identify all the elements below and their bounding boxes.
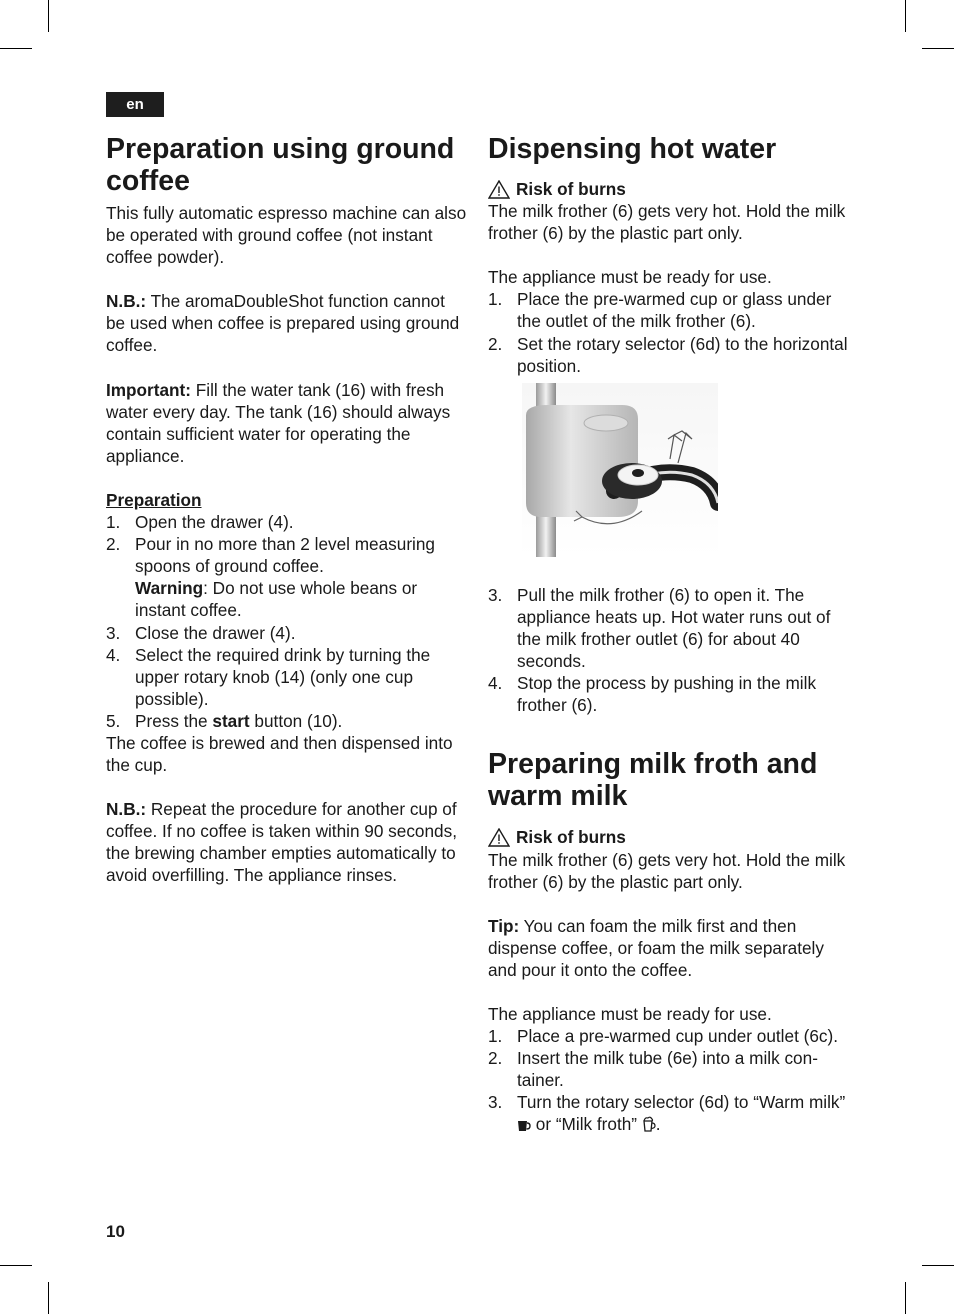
step-text: Set the rotary selector (6d) to the horizontal position.: [517, 333, 848, 376]
section-title-milk-froth: Preparing milk froth and warm milk: [488, 748, 818, 813]
start-keyword: start: [212, 710, 250, 731]
list-item: [106, 710, 468, 732]
step-text: Place a pre-warmed cup under outlet (6c).: [517, 1026, 838, 1047]
step-number: 2.: [106, 534, 121, 555]
warning-triangle-icon: [488, 828, 510, 847]
hot-water-steps-a: [488, 288, 853, 376]
risk-text: The milk frother (6) gets very hot. Hold the milk frother (6) by the plastic part only.: [488, 849, 846, 892]
step-number: 2.: [488, 333, 503, 354]
step-text-part: .: [655, 1114, 661, 1135]
language-tag: en: [106, 92, 164, 117]
section-title-ground-coffee: Preparation using ground coffee: [106, 133, 455, 197]
nb-note-2: [106, 798, 468, 886]
crop-mark: [922, 1265, 954, 1266]
left-column: [106, 133, 468, 887]
step-text: Close the drawer (4).: [135, 622, 296, 643]
step-number: 5.: [106, 710, 121, 731]
important-note: [106, 379, 468, 467]
step-number: 4.: [488, 673, 503, 694]
step-number: 1.: [488, 289, 503, 310]
tip-text: You can foam the milk first and then dispense coffee, or foam the milk separately and pour it onto the coffee.: [488, 915, 824, 980]
step-number: 4.: [106, 644, 121, 665]
step-text-part: or “Milk froth”: [531, 1114, 642, 1135]
crop-mark: [48, 1282, 49, 1314]
warm-milk-icon: [517, 1119, 531, 1132]
preparation-heading: Preparation: [106, 489, 202, 510]
step-text: [517, 1091, 853, 1135]
step-number: 3.: [106, 622, 121, 643]
crop-mark: [905, 1282, 906, 1314]
tip-label: Tip:: [488, 915, 520, 936]
list-item: [488, 1025, 853, 1047]
list-item: [106, 644, 468, 710]
preparation-steps: [106, 511, 468, 732]
step-number: 1.: [106, 512, 121, 533]
hot-water-steps-b: [488, 584, 853, 717]
page-number: 10: [106, 1222, 125, 1241]
step-text: Pull the milk frother (6) to open it. The appliance heats up. Hot water runs out of the milk frother outlet (6) for about 40 seconds.: [517, 584, 831, 672]
tip-note: [488, 915, 853, 981]
milk-frother-illustration: [522, 383, 718, 557]
nb-text: Repeat the procedure for another cup of coffee. If no coffee is taken within 90 seconds, the brewing chamber empties automatically to avoid overfilling. The appliance rinses.: [106, 799, 457, 886]
step-text: [135, 710, 468, 732]
section-title-hot-water: Dispensing hot water: [488, 133, 777, 165]
crop-mark: [905, 0, 906, 32]
milk-froth-icon: [642, 1116, 656, 1132]
step-text-after: button (10).: [249, 710, 343, 731]
list-item: [106, 533, 468, 621]
nb-text: The aromaDoubleShot function cannot be used when coffee is prepared using ground coffee.: [106, 291, 460, 356]
step-text: Stop the process by pushing in the milk frother (6).: [517, 673, 817, 716]
step-text-before: Press the: [135, 710, 213, 731]
risk-label: Risk of burns: [516, 179, 626, 199]
crop-mark: [922, 48, 954, 49]
risk-warning: [488, 826, 853, 848]
ready-text: The appliance must be ready for use.: [488, 1003, 772, 1024]
list-item: [106, 622, 468, 644]
crop-mark: [48, 0, 49, 32]
step-text-part: Turn the rotary selector (6d) to “Warm milk”: [517, 1092, 846, 1113]
nb-label: N.B.:: [106, 291, 147, 312]
list-item: [106, 511, 468, 533]
step-text: Select the required drink by turning the upper rotary knob (14) (only one cup possible).: [135, 644, 431, 709]
nb-note-1: [106, 290, 468, 356]
list-item: [488, 672, 853, 716]
ready-text: The appliance must be ready for use.: [488, 267, 772, 288]
list-item: [488, 1047, 853, 1091]
step-text: Place the pre-warmed cup or glass under the outlet of the milk frother (6).: [517, 289, 832, 332]
list-item: [488, 333, 853, 377]
step-text: [135, 533, 468, 621]
milk-froth-steps: [488, 1025, 853, 1135]
right-column: [488, 133, 853, 1136]
step-number: 3.: [488, 1092, 503, 1113]
important-label: Important:: [106, 379, 191, 400]
step-number: 3.: [488, 584, 503, 605]
result-text: The coffee is brewed and then dispensed into the cup.: [106, 732, 453, 776]
crop-mark: [0, 48, 32, 49]
list-item: [488, 1091, 853, 1135]
crop-mark: [0, 1265, 32, 1266]
warning-text: : Do not use whole beans or instant coffee.: [135, 578, 418, 621]
step-text: Insert the milk tube (6e) into a milk container.: [517, 1048, 818, 1091]
risk-text: The milk frother (6) gets very hot. Hold the milk frother (6) by the plastic part only.: [488, 201, 846, 244]
risk-label: Risk of burns: [516, 827, 626, 848]
step-text: Open the drawer (4).: [135, 512, 294, 533]
nb-label: N.B.:: [106, 799, 147, 820]
intro-text: This fully automatic espresso machine can also be operated with ground coffee (not instant coffee powder).: [106, 203, 467, 268]
risk-warning: [488, 178, 853, 200]
list-item: [488, 584, 853, 672]
warning-triangle-icon: [488, 180, 510, 199]
important-text: Fill the water tank (16) with fresh water every day. The tank (16) should always contain sufficient water for operating the appliance.: [106, 379, 451, 466]
step-text-main: Pour in no more than 2 level measuring spoons of ground coffee.: [135, 534, 435, 577]
step-number: 2.: [488, 1048, 503, 1069]
warning-label: Warning: [135, 578, 204, 599]
step-number: 1.: [488, 1026, 503, 1047]
list-item: [488, 288, 853, 332]
